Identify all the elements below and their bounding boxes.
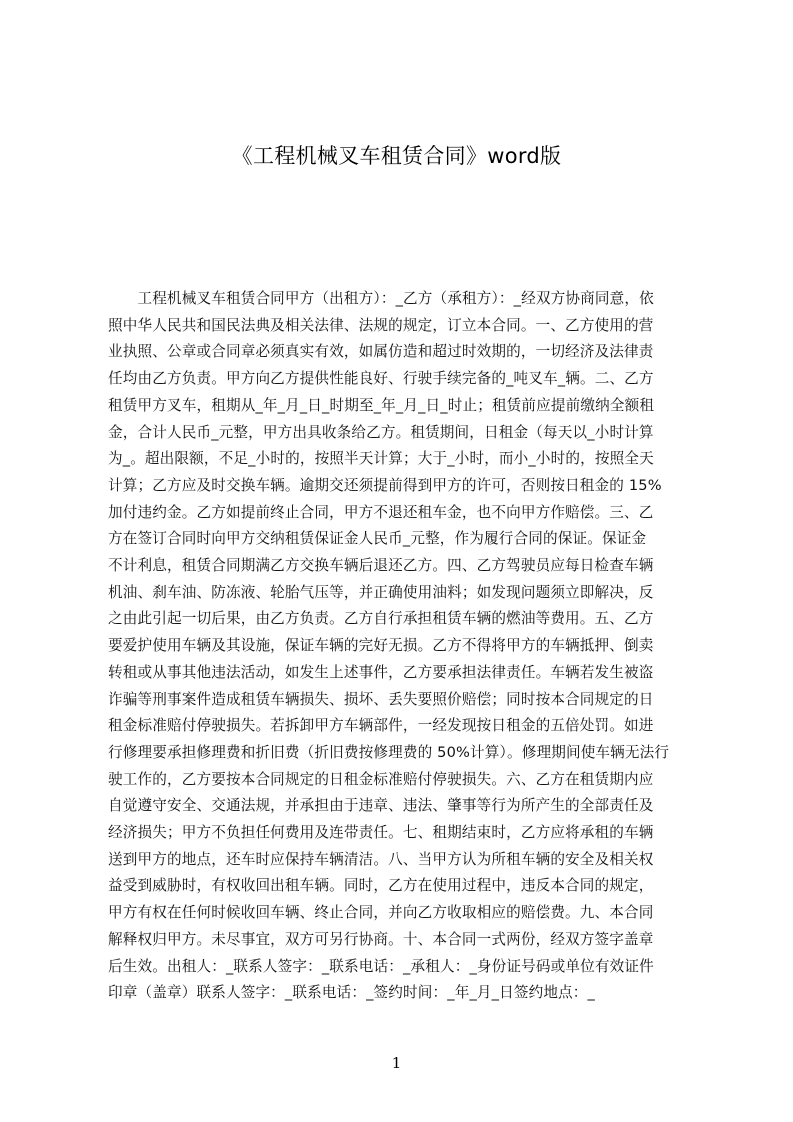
body-line: 不计利息，租赁合同期满乙方交换车辆后退还乙方。四、乙方驾驶员应每日检查车辆 bbox=[108, 557, 654, 575]
body-line: 行修理要承担修理费和折旧费（折旧费按修理费的 50%计算）。修理期间使车辆无法行 bbox=[108, 743, 670, 761]
body-line: 要爱护使用车辆及其设施，保证车辆的完好无损。乙方不得将甲方的车辆抵押、倒卖 bbox=[108, 637, 654, 655]
body-line: 计算；乙方应及时交换车辆。逾期交还须提前得到甲方的许可，否则按日租金的 15% bbox=[108, 476, 662, 494]
body-line: 甲方有权在任何时候收回车辆、终止合同，并向乙方收取相应的赔偿费。九、本合同 bbox=[108, 904, 654, 922]
body-line: 业执照、公章或合同章必须真实有效，如属仿造和超过时效期的，一切经济及法律责 bbox=[108, 343, 654, 361]
body-line: 自觉遵守安全、交通法规，并承担由于违章、违法、肇事等行为所产生的全部责任及 bbox=[108, 797, 654, 815]
body-line: 任均由乙方负责。甲方向乙方提供性能良好、行驶手续完备的_吨叉车_辆。二、乙方 bbox=[108, 370, 654, 388]
body-line: 益受到威胁时，有权收回出租车辆。同时，乙方在使用过程中，违反本合同的规定， bbox=[108, 877, 654, 895]
body-line: 工程机械叉车租赁合同甲方（出租方）：_乙方（承租方）：_经双方协商同意，依 bbox=[108, 290, 654, 307]
body-line: 后生效。出租人：_联系人签字：_联系电话：_承租人：_身份证号码或单位有效证件 bbox=[108, 957, 654, 975]
body-line: 解释权归甲方。未尽事宜，双方可另行协商。十、本合同一式两份，经双方签字盖章 bbox=[108, 930, 654, 948]
body-line: 诈骗等刑事案件造成租赁车辆损失、损坏、丢失要照价赔偿；同时按本合同规定的日 bbox=[108, 690, 654, 708]
body-line: 转租或从事其他违法活动，如发生上述事件，乙方要承担法律责任。车辆若发生被盗 bbox=[108, 663, 654, 681]
body-line: 经济损失；甲方不负担任何费用及连带责任。七、租期结束时，乙方应将承租的车辆 bbox=[108, 824, 654, 842]
body-line: 机油、刹车油、防冻液、轮胎气压等，并正确使用油料；如发现问题须立即解决，反 bbox=[108, 583, 654, 601]
body-line: 方在签订合同时向甲方交纳租赁保证金人民币_元整，作为履行合同的保证。保证金 bbox=[108, 530, 647, 548]
body-line: 之由此引起一切后果，由乙方负责。乙方自行承担租赁车辆的燃油等费用。五、乙方 bbox=[108, 610, 654, 628]
contract-body bbox=[108, 286, 700, 1007]
body-line: 驶工作的，乙方要按本合同规定的日租金标准赔付停驶损失。六、乙方在租赁期内应 bbox=[108, 770, 654, 788]
body-line: 为_。超出限额，不足_小时的，按照半天计算；大于_小时，而小_小时的，按照全天 bbox=[108, 450, 654, 468]
body-line: 租赁甲方叉车，租期从_年_月_日_时期至_年_月_日_时止；租赁前应提前缴纳全额租 bbox=[108, 396, 655, 414]
page-number: 1 bbox=[391, 1054, 402, 1072]
body-line: 照中华人民共和国民法典及相关法律、法规的规定，订立本合同。一、乙方使用的营 bbox=[108, 316, 654, 334]
body-line: 加付违约金。乙方如提前终止合同，甲方不退还租车金，也不向甲方作赔偿。三、乙 bbox=[108, 503, 654, 521]
body-line: 租金标准赔付停驶损失。若拆卸甲方车辆部件，一经发现按日租金的五倍处罚。如进 bbox=[108, 717, 654, 735]
body-line: 金，合计人民币_元整，甲方出具收条给乙方。租赁期间，日租金（每天以_小时计算 bbox=[108, 423, 654, 441]
body-line: 送到甲方的地点，还车时应保持车辆清洁。八、当甲方认为所租车辆的安全及相关权 bbox=[108, 850, 654, 868]
body-line: 印章（盖章）联系人签字：_联系电话：_签约时间：_年_月_日签约地点：_ bbox=[108, 984, 595, 1002]
document-title: 《工程机械叉车租赁合同》word版 bbox=[231, 144, 562, 168]
